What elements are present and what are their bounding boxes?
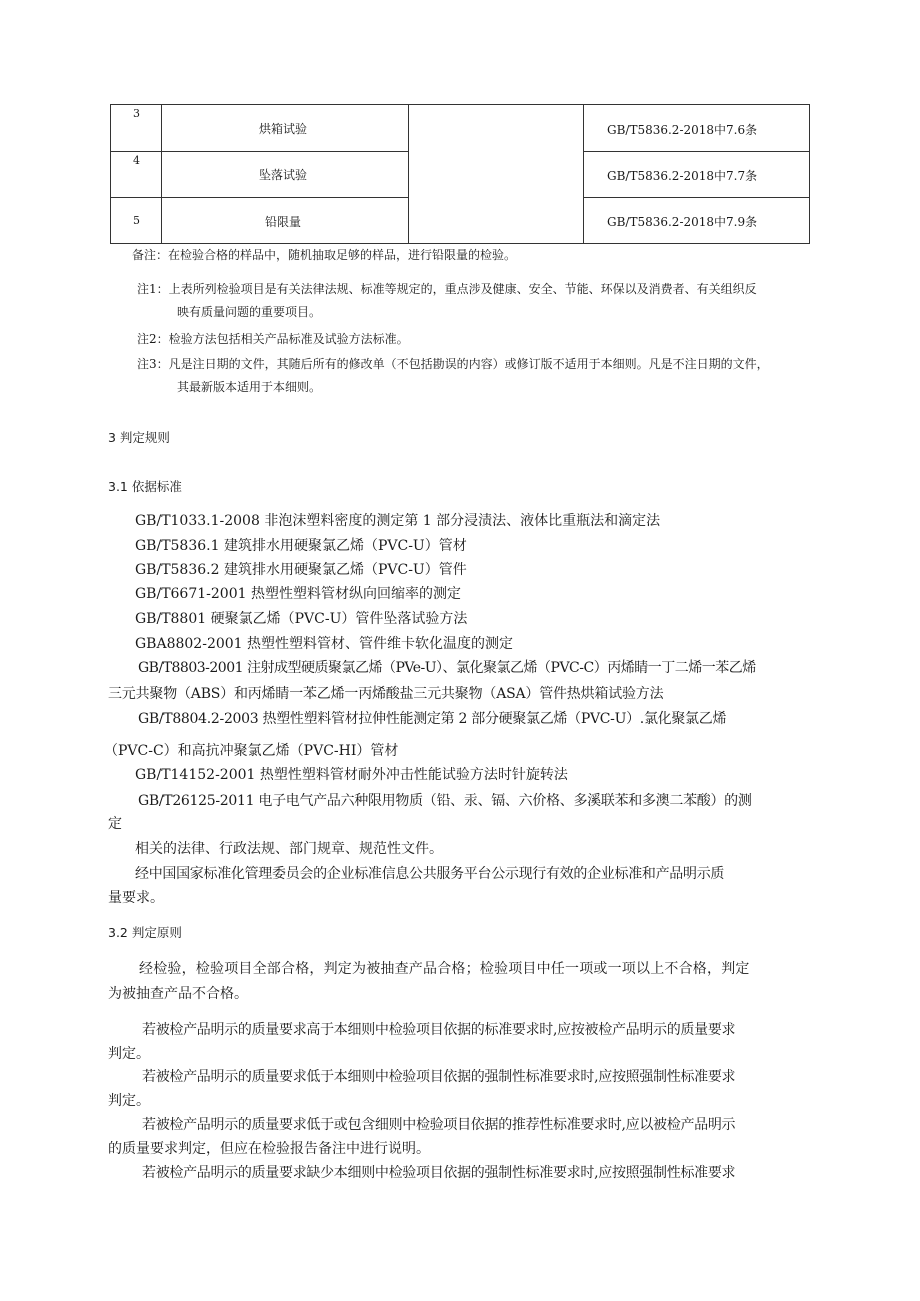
table-line bbox=[110, 197, 408, 198]
standard-item-continued: 定 bbox=[108, 816, 122, 832]
standard-item-continued: 三元共聚物（ABS）和丙烯睛一苯乙烯一丙烯酸盐三元共聚物（ASA）管件热烘箱试验方法 bbox=[108, 686, 664, 702]
note-3: 注3：凡是注日期的文件，其随后所有的修改单（不包括勘误的内容）或修订版不适用于本细则。凡是不注日期的文件， bbox=[137, 357, 769, 371]
table-cell-no: 3 bbox=[133, 107, 140, 120]
note-2: 注2：检验方法包括相关产品标准及试验方法标准。 bbox=[137, 332, 409, 346]
table-line bbox=[110, 243, 810, 244]
paragraph-1: 经检验，检验项目全部合格，判定为被抽查产品合格；检验项目中任一项或一项以上不合格，判定 bbox=[139, 961, 750, 977]
table-remark: 备注：在检验合格的样品中，随机抽取足够的样品，进行铅限量的检验。 bbox=[132, 248, 517, 262]
standard-item: GB/T5836.1 建筑排水用硬聚氯乙烯（PVC-U）管材 bbox=[135, 538, 467, 554]
note-1-continued: 映有质量问题的重要项目。 bbox=[177, 305, 322, 319]
table-cell-item: 铅限量 bbox=[265, 215, 302, 229]
standard-item: GB/T8801 硬聚氯乙烯（PVC-U）管件坠落试验方法 bbox=[135, 611, 468, 627]
table-line bbox=[583, 104, 584, 244]
platform-line-continued: 量要求。 bbox=[108, 890, 164, 906]
standard-item: GB/T1033.1-2008 非泡沫塑料密度的测定第 1 部分浸渍法、液体比重瓶法和滴定法 bbox=[135, 513, 661, 529]
laws-line: 相关的法律、行政法规、部门规章、规范性文件。 bbox=[135, 841, 443, 857]
standard-item: GB/T6671-2001 热塑性塑料管材纵向回缩率的测定 bbox=[135, 586, 461, 602]
paragraph-4: 若被检产品明示的质量要求低于或包含细则中检验项目依据的推荐性标准要求时,应以被检产品明示 bbox=[142, 1117, 736, 1133]
standard-item-continued: （PVC-C）和高抗冲聚氯乙烯（PVC-HI）管材 bbox=[104, 743, 399, 759]
platform-line: 经中国国家标准化管理委员会的企业标准信息公共服务平台公示现行有效的企业标准和产品明示质 bbox=[135, 866, 725, 882]
table-cell-no: 4 bbox=[133, 154, 140, 167]
paragraph-2-continued: 判定。 bbox=[108, 1046, 150, 1062]
table-line bbox=[110, 151, 408, 152]
standard-item: GB/T8804.2-2003 热塑性塑料管材拉伸性能测定第 2 部分硬聚氯乙烯（PVC-U）.氯化聚氯乙烯 bbox=[138, 711, 727, 727]
table-line bbox=[110, 104, 810, 105]
standard-item: GB/T26125-2011 电子电气产品六种限用物质（铅、汞、镉、六价格、多溪联苯和多澳二苯酸）的测 bbox=[138, 793, 752, 809]
subsection-heading: 3.1 依据标准 bbox=[108, 479, 182, 494]
paragraph-5: 若被检产品明示的质量要求缺少本细则中检验项目依据的强制性标准要求时,应按照强制性标准要求 bbox=[142, 1165, 736, 1181]
standard-item: GB/T5836.2 建筑排水用硬聚氯乙烯（PVC-U）管件 bbox=[135, 562, 467, 578]
standard-item: GB/T14152-2001 热塑性塑料管材耐外冲击性能试验方法时针旋转法 bbox=[135, 767, 568, 783]
table-line bbox=[161, 104, 162, 244]
paragraph-3-continued: 判定。 bbox=[108, 1093, 150, 1109]
table-cell-method: GB/T5836.2-2018中7.7条 bbox=[607, 169, 758, 183]
section-heading: 3 判定规则 bbox=[108, 430, 170, 445]
table-cell-method: GB/T5836.2-2018中7.9条 bbox=[607, 215, 758, 229]
note-1: 注1：上表所列检验项目是有关法律法规、标准等规定的，重点涉及健康、安全、节能、环保以及消费者、有关组织反 bbox=[137, 282, 757, 296]
table-line bbox=[110, 104, 111, 244]
inspection-table bbox=[110, 104, 810, 244]
table-line bbox=[583, 151, 810, 152]
table-cell-item: 坠落试验 bbox=[259, 168, 308, 182]
paragraph-4-continued: 的质量要求判定，但应在检验报告备注中进行说明。 bbox=[108, 1141, 430, 1157]
table-line bbox=[809, 104, 810, 244]
table-line bbox=[583, 197, 810, 198]
standard-item: GBA8802-2001 热塑性塑料管材、管件维卡软化温度的测定 bbox=[135, 636, 514, 652]
table-cell-method: GB/T5836.2-2018中7.6条 bbox=[607, 123, 758, 137]
standard-item: GB/T8803-2001 注射成型硬质聚氯乙烯（PVe-U）、氯化聚氯乙烯（PVC-C）丙烯睛一丁二烯一苯乙烯 bbox=[138, 660, 756, 676]
paragraph-2: 若被检产品明示的质量要求高于本细则中检验项目依据的标准要求时,应按被检产品明示的质量要求 bbox=[142, 1022, 736, 1038]
table-line bbox=[408, 104, 409, 244]
note-3-continued: 其最新版本适用于本细则。 bbox=[177, 380, 322, 394]
subsection-heading: 3.2 判定原则 bbox=[108, 925, 182, 940]
paragraph-1-continued: 为被抽查产品不合格。 bbox=[108, 986, 248, 1002]
table-cell-no: 5 bbox=[133, 214, 140, 227]
paragraph-3: 若被检产品明示的质量要求低于本细则中检验项目依据的强制性标准要求时,应按照强制性标准要求 bbox=[142, 1069, 736, 1085]
table-cell-item: 烘箱试验 bbox=[259, 122, 308, 136]
